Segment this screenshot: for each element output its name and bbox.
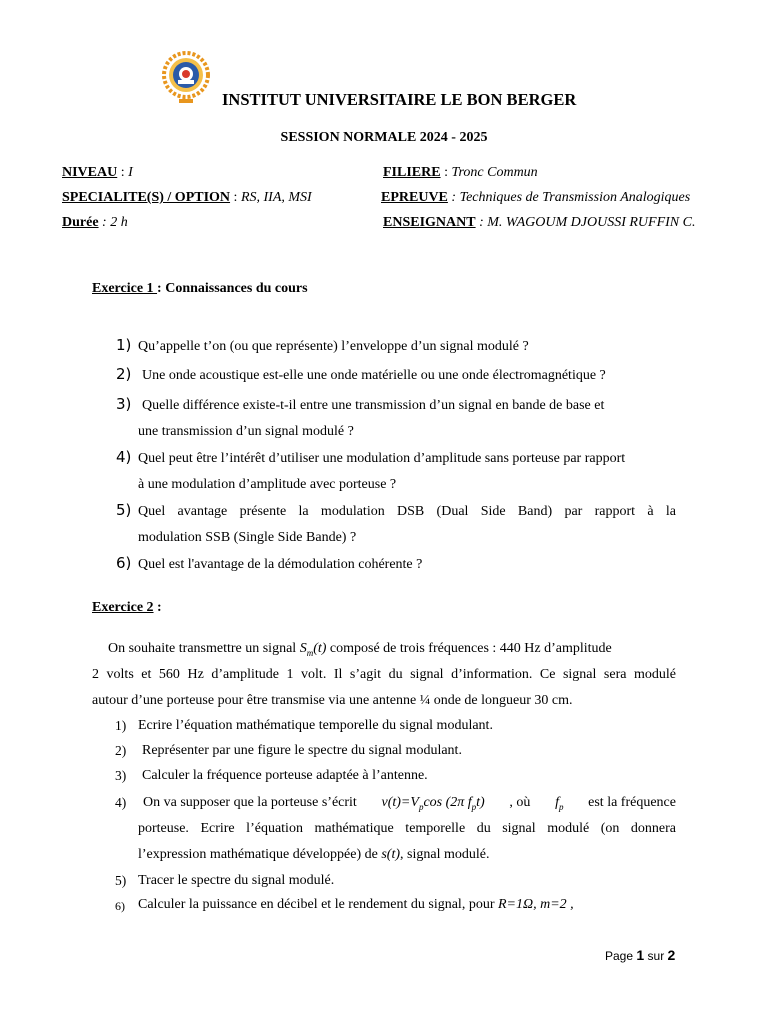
exercice1-title-rest: : Connaissances du cours bbox=[157, 281, 308, 296]
question-number: 1) bbox=[116, 336, 132, 354]
niveau-field: NIVEAU : I bbox=[62, 165, 133, 180]
specialite-label: SPECIALITE(S) / OPTION bbox=[62, 190, 231, 205]
question-number: 2) bbox=[116, 365, 132, 383]
item-number: 3) bbox=[115, 768, 127, 783]
epreuve-value: Techniques de Transmission Analogiques bbox=[459, 190, 691, 205]
niveau-value: I bbox=[128, 165, 133, 180]
item-math: R=1Ω, m=2 , bbox=[497, 897, 574, 912]
page-number: Page 1 sur 2 bbox=[605, 947, 676, 963]
epreuve-label: EPREUVE bbox=[381, 190, 448, 205]
item-text: Tracer le spectre du signal modulé. bbox=[138, 873, 335, 888]
question-text: à une modulation d’amplitude avec porteuse ? bbox=[138, 477, 397, 492]
university-seal-icon bbox=[160, 50, 212, 106]
institution-title: INSTITUT UNIVERSITAIRE LE BON BERGER bbox=[222, 90, 577, 109]
question-number: 6) bbox=[116, 554, 132, 572]
signal-symbol: $S_m(t)$ bbox=[299, 641, 327, 658]
question-text: Une onde acoustique est-elle une onde matérielle ou une onde électromagnétique ? bbox=[142, 368, 606, 383]
enseignant-label: ENSEIGNANT bbox=[383, 215, 476, 230]
item-text: On va supposer que la porteuse s’écrit $v(t)=V_p\cos$ (2π $f_pt$) , où $f_p$ est la fréquence bbox=[143, 795, 676, 812]
enseignant-value: M. WAGOUM DJOUSSI RUFFIN C. bbox=[487, 215, 696, 230]
duree-label: Durée bbox=[62, 215, 99, 230]
item-text: Calculer la puissance en décibel et le rendement du signal, pour R=1Ω, m=2 , bbox=[138, 897, 574, 912]
duree-field: Durée : 2 h bbox=[62, 215, 128, 230]
question-number: 3) bbox=[116, 395, 132, 413]
item-number: 5) bbox=[115, 873, 127, 888]
question-text: Qu’appelle t’on (ou que représente) l’enveloppe d’un signal modulé ? bbox=[138, 339, 529, 354]
question-number: 4) bbox=[116, 448, 132, 466]
exercice2-title-rest: : bbox=[153, 600, 162, 615]
specialite-field: SPECIALITE(S) / OPTION : RS, IIA, MSI bbox=[62, 190, 312, 205]
item-text: porteuse. Ecrire l’équation mathématique temporelle du signal modulé (on donnera bbox=[138, 821, 676, 836]
intro-line-1: On souhaite transmettre un signal $S_m(t)$ composé de trois fréquences : 440 Hz d’amplitude bbox=[108, 641, 612, 658]
item-number: 4) bbox=[115, 795, 127, 810]
item-text: Calculer la fréquence porteuse adaptée à l’antenne. bbox=[142, 768, 428, 783]
epreuve-field: EPREUVE : Techniques de Transmission Analogiques bbox=[381, 190, 691, 205]
question-number: 5) bbox=[116, 501, 132, 519]
filiere-value: Tronc Commun bbox=[451, 165, 538, 180]
filiere-field: FILIERE : Tronc Commun bbox=[383, 165, 538, 180]
item-number: 6) bbox=[115, 899, 125, 913]
question-text: Quel est l'avantage de la démodulation cohérente ? bbox=[138, 557, 423, 572]
question-text: une transmission d’un signal modulé ? bbox=[138, 424, 354, 439]
item-number: 2) bbox=[115, 743, 127, 758]
exercice1-title bbox=[92, 281, 308, 297]
intro-line-3: autour d’une porteuse pour être transmise via une antenne ¼ onde de longueur 30 cm. bbox=[92, 693, 573, 708]
question-text: Quelle différence existe-t-il entre une transmission d’un signal en bande de base et bbox=[142, 398, 605, 413]
carrier-equation: $v(t)=V_p\cos$ (2π $f_pt$) bbox=[381, 795, 485, 812]
enseignant-field: ENSEIGNANT : M. WAGOUM DJOUSSI RUFFIN C. bbox=[383, 215, 696, 230]
duree-value: 2 h bbox=[110, 215, 128, 230]
exercice2-title-label: Exercice 2 bbox=[92, 600, 154, 615]
intro-line-2: 2 volts et 560 Hz d’amplitude 1 volt. Il s’agit du signal d’information. Ce signal sera modulé bbox=[92, 667, 676, 682]
item-text: Ecrire l’équation mathématique temporelle du signal modulant. bbox=[138, 718, 493, 733]
filiere-label: FILIERE bbox=[383, 165, 441, 180]
seal-ring bbox=[164, 53, 208, 103]
exercice1-title-label: Exercice 1 bbox=[92, 281, 158, 296]
specialite-value: RS, IIA, MSI bbox=[240, 190, 312, 205]
item-text: l’expression mathématique développée) de s(t), signal modulé. bbox=[138, 847, 490, 862]
question-text: Quel avantage présente la modulation DSB (Dual Side Band) par rapport à la bbox=[138, 504, 676, 519]
session-title: SESSION NORMALE 2024 - 2025 bbox=[280, 130, 488, 145]
question-text: Quel peut être l’intérêt d’utiliser une modulation d’amplitude sans porteuse par rapport bbox=[138, 451, 626, 466]
item-text: Représenter par une figure le spectre du signal modulant. bbox=[142, 743, 462, 758]
exercice2-title bbox=[92, 600, 162, 616]
niveau-label: NIVEAU bbox=[62, 165, 118, 180]
question-text: modulation SSB (Single Side Bande) ? bbox=[138, 530, 357, 545]
item-number: 1) bbox=[115, 718, 127, 733]
